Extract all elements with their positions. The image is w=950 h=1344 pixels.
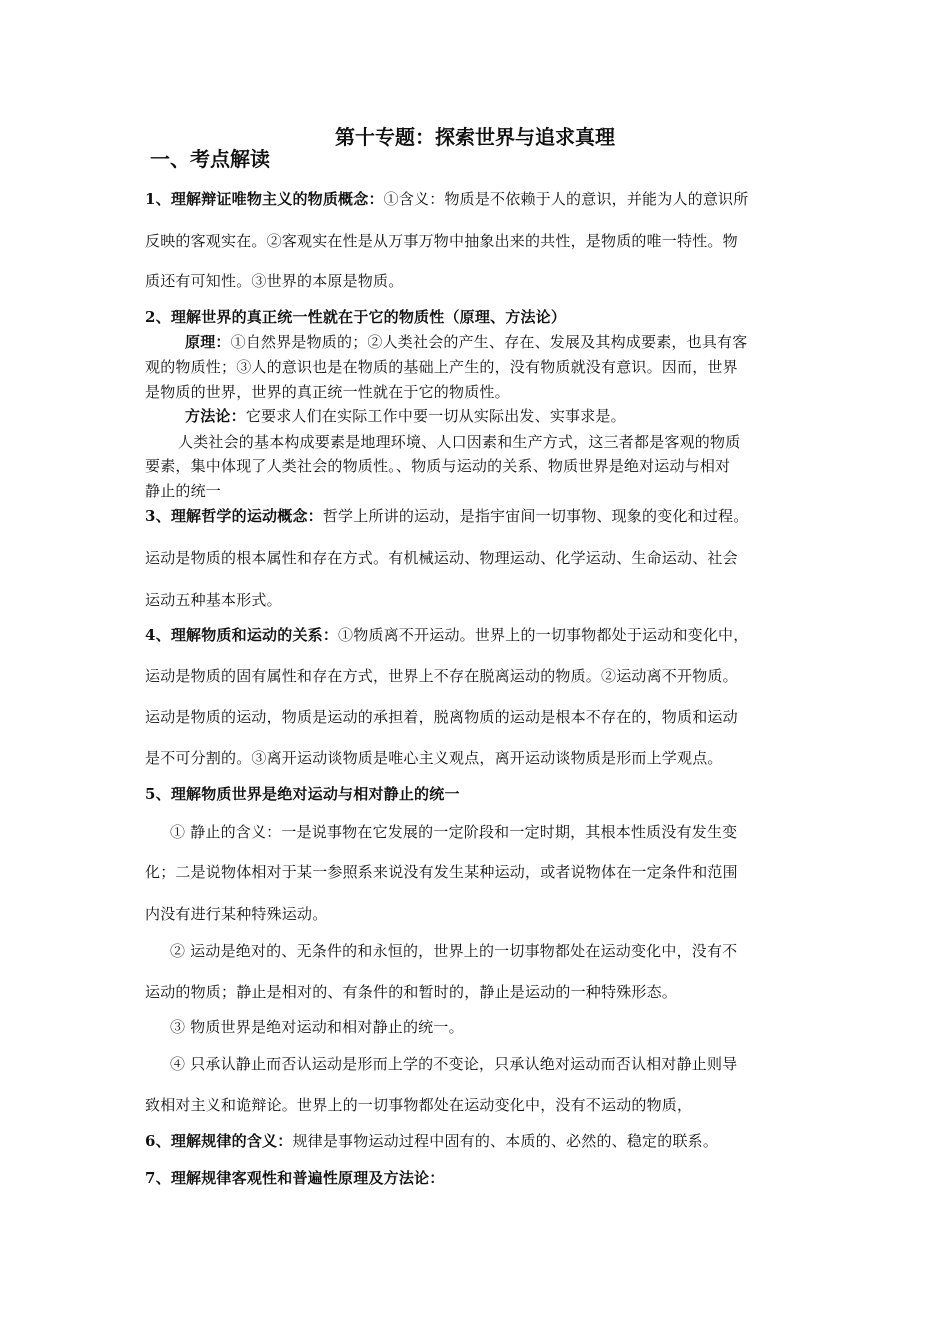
point-heading: 3、理解哲学的运动概念：: [145, 507, 323, 525]
paragraph-line: [145, 506, 748, 526]
point-heading: 7、理解规律客观性和普遍性原理及方法论：: [145, 1169, 445, 1187]
principle-label: 原理：: [185, 333, 231, 351]
paragraph-line: 是物质的世界，世界的真正统一性就在于它的物质性。: [145, 383, 510, 401]
paragraph-line: 观的物质性；③人的意识也是在物质的基础上产生的，没有物质就没有意识。因而，世界: [145, 358, 738, 376]
paragraph-line: 内没有进行某种特殊运动。: [145, 905, 328, 923]
paragraph-line: 致相对主义和诡辩论。世界上的一切事物都处在运动变化中，没有不运动的物质，: [145, 1096, 693, 1114]
paragraph-text: ①自然界是物质的；②人类社会的产生、存在、发展及其构成要素，也具有客: [230, 333, 748, 351]
point-heading: 5、理解物质世界是绝对运动与相对静止的统一: [145, 785, 460, 803]
paragraph-line: 运动的物质；静止是相对的、有条件的和暂时的，静止是运动的一种特殊形态。: [145, 983, 678, 1001]
paragraph-text: ①含义：物质是不依赖于人的意识，并能为人的意识所: [383, 190, 749, 208]
paragraph-line: 人类社会的基本构成要素是地理环境、人口因素和生产方式，这三者都是客观的物质: [178, 433, 741, 451]
paragraph-line: [185, 332, 747, 352]
point-heading: 4、理解物质和运动的关系：: [145, 626, 339, 644]
paragraph-line: 化；二是说物体相对于某一参照系来说没有发生某种运动，或者说物体在一定条件和范围: [145, 863, 738, 881]
paragraph-line: [145, 189, 748, 209]
method-label: 方法论：: [185, 407, 246, 425]
paragraph-line: ① 静止的含义：一是说事物在它发展的一定阶段和一定时期，其根本性质没有发生变: [170, 823, 738, 841]
paragraph-line: [145, 625, 748, 645]
paragraph-line: 要素，集中体现了人类社会的物质性。、物质与运动的关系、物质世界是绝对运动与相对: [145, 457, 731, 475]
paragraph-text: 规律是事物运动过程中固有的、本质的、必然的、稳定的联系。: [292, 1132, 719, 1150]
point-heading: 1、理解辩证唯物主义的物质概念：: [145, 190, 384, 208]
paragraph-line: [185, 406, 626, 426]
page-title: 第十专题：探索世界与追求真理: [335, 125, 615, 149]
paragraph-line: 静止的统一: [145, 482, 222, 500]
point-heading: 6、理解规律的含义：: [145, 1132, 293, 1150]
paragraph-line: ④ 只承认静止而否认运动是形而上学的不变论，只承认绝对运动而否认相对静止则导: [170, 1055, 738, 1073]
paragraph-line: ③ 物质世界是绝对运动和相对静止的统一。: [170, 1018, 464, 1036]
paragraph-line: [145, 1131, 718, 1151]
paragraph-text: ①物质离不开运动。世界上的一切事物都处于运动和变化中，: [338, 626, 749, 644]
paragraph-line: 是不可分割的。③离开运动谈物质是唯心主义观点，离开运动谈物质是形而上学观点。: [145, 749, 723, 767]
paragraph-line: ② 运动是绝对的、无条件的和永恒的，世界上的一切事物都处在运动变化中，没有不: [170, 942, 738, 960]
paragraph-line: 反映的客观实在。②客观实在性是从万事万物中抽象出来的共性，是物质的唯一特性。物: [145, 232, 738, 250]
paragraph-line: 运动是物质的固有属性和存在方式，世界上不存在脱离运动的物质。②运动离不开物质。: [145, 667, 738, 685]
paragraph-text: 哲学上所讲的运动，是指宇宙间一切事物、现象的变化和过程。: [322, 507, 749, 525]
paragraph-text: 它要求人们在实际工作中要一切从实际出发、实事求是。: [245, 407, 626, 425]
paragraph-line: 运动是物质的运动，物质是运动的承担着，脱离物质的运动是根本不存在的，物质和运动: [145, 708, 738, 726]
paragraph-line: 运动是物质的根本属性和存在方式。有机械运动、物理运动、化学运动、生命运动、社会: [145, 549, 738, 567]
paragraph-line: 质还有可知性。③世界的本原是物质。: [145, 272, 404, 290]
paragraph-line: 运动五种基本形式。: [145, 591, 282, 609]
point-heading: 2、理解世界的真正统一性就在于它的物质性（原理、方法论）: [145, 308, 567, 326]
section-heading: 一、考点解读: [150, 147, 270, 171]
